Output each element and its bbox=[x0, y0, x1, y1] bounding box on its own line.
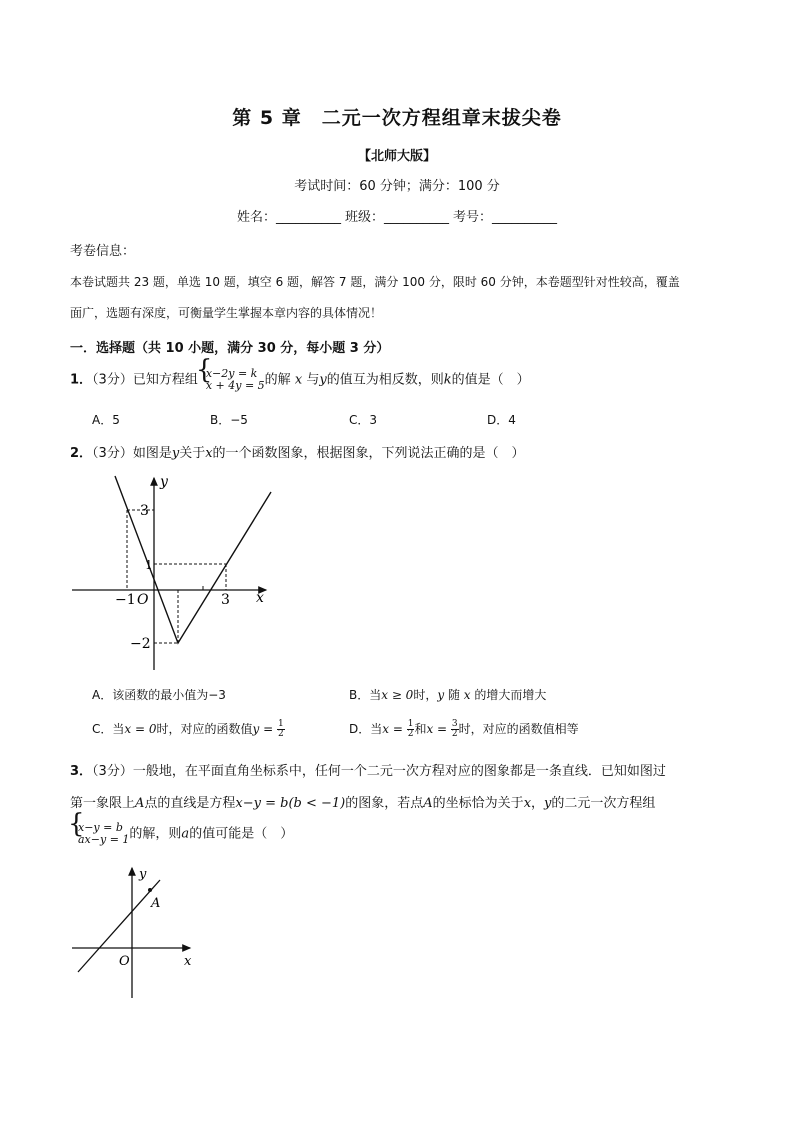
q1-option-d[interactable]: D．4 bbox=[487, 413, 516, 427]
class-field[interactable]: 班级：__________ bbox=[344, 210, 449, 225]
tick-label-3x: 3 bbox=[221, 592, 230, 608]
y-axis-label: y bbox=[139, 867, 147, 882]
point-a-label: A bbox=[151, 896, 161, 911]
point-a bbox=[148, 888, 152, 892]
q1-system: { x−2y = k x + 4y = 5 bbox=[198, 368, 265, 392]
function-curve bbox=[115, 476, 271, 643]
x-axis-label: x bbox=[184, 954, 192, 969]
q1-option-c[interactable]: C．3 bbox=[349, 413, 378, 427]
q2-option-d[interactable]: D．当x = $\frac{1}{2}$ 和x = $\frac{3}{2}$ 时，对应的函数值相等 bbox=[349, 719, 579, 739]
tick-label-neg1: −1 bbox=[115, 592, 136, 608]
x-axis-label: x bbox=[256, 590, 264, 606]
tick-label-3y: 3 bbox=[140, 503, 149, 519]
question-2: 2．（3分）如图是y关于x的一个函数图象，根据图象，下列说法正确的是（ ） bbox=[70, 446, 525, 461]
tick-label-neg2: −2 bbox=[130, 636, 151, 652]
exam-time: 考试时间：60 分钟；满分：100 分 bbox=[294, 179, 500, 194]
page-title: 第 5 章 二元一次方程组章末拔尖卷 bbox=[232, 107, 562, 129]
edition-label: 【北师大版】 bbox=[357, 149, 436, 164]
info-line-2: 面广，选题有深度，可衡量学生掌握本章内容的具体情况！ bbox=[70, 306, 383, 320]
origin-label: O bbox=[119, 954, 130, 969]
guide-lines bbox=[127, 510, 226, 643]
q2-option-a[interactable]: A．该函数的最小值为−3 bbox=[92, 688, 226, 702]
question-1: 1．（3分）已知方程组 { x−2y = k x + 4y = 5 的解 x 与y的值互为相反数，则k的值是（ ） bbox=[70, 368, 530, 392]
q1-number: 1． bbox=[70, 372, 93, 388]
question-3-line-1: 3．（3分）一般地，在平面直角坐标系中，任何一个二元一次方程对应的图象都是一条直线．已知如图过 bbox=[70, 764, 666, 779]
tick-label-1y: 1 bbox=[145, 558, 153, 572]
q2-option-c[interactable]: C．当x = 0时，对应的函数值y = $\frac{1}{2}$ bbox=[92, 719, 284, 739]
q3-system: { x−y = b ax−y = 1 bbox=[70, 822, 129, 846]
student-fields bbox=[0, 206, 794, 225]
q1-option-b[interactable]: B．−5 bbox=[210, 413, 248, 427]
info-line-1: 本卷试题共 23 题，单选 10 题，填空 6 题，解答 7 题，满分 100 分，限时 60 分钟，本卷题型针对性较高，覆盖 bbox=[70, 275, 680, 289]
name-field[interactable]: 姓名：__________ bbox=[236, 210, 341, 225]
q2-option-b[interactable]: B．当x ≥ 0时，y 随 x 的增大而增大 bbox=[349, 688, 547, 702]
info-heading: 考卷信息： bbox=[70, 244, 136, 259]
y-axis-label: y bbox=[160, 474, 168, 490]
q2-function-graph bbox=[66, 470, 281, 675]
q3-line-graph bbox=[68, 862, 198, 1002]
q1-option-a[interactable]: A．5 bbox=[92, 413, 120, 427]
question-3-line-3: { x−y = b ax−y = 1 的解，则a的值可能是（ ） bbox=[70, 822, 293, 846]
number-field[interactable]: 考号：__________ bbox=[453, 210, 558, 225]
section-heading: 一．选择题（共 10 小题，满分 30 分，每小题 3 分） bbox=[70, 341, 390, 356]
origin-label: O bbox=[137, 592, 149, 608]
question-3-line-2: 第一象限上A点的直线是方程x−y = b(b < −1)的图象，若点A的坐标恰为关于x，y的二元一次方程组 bbox=[70, 796, 656, 811]
